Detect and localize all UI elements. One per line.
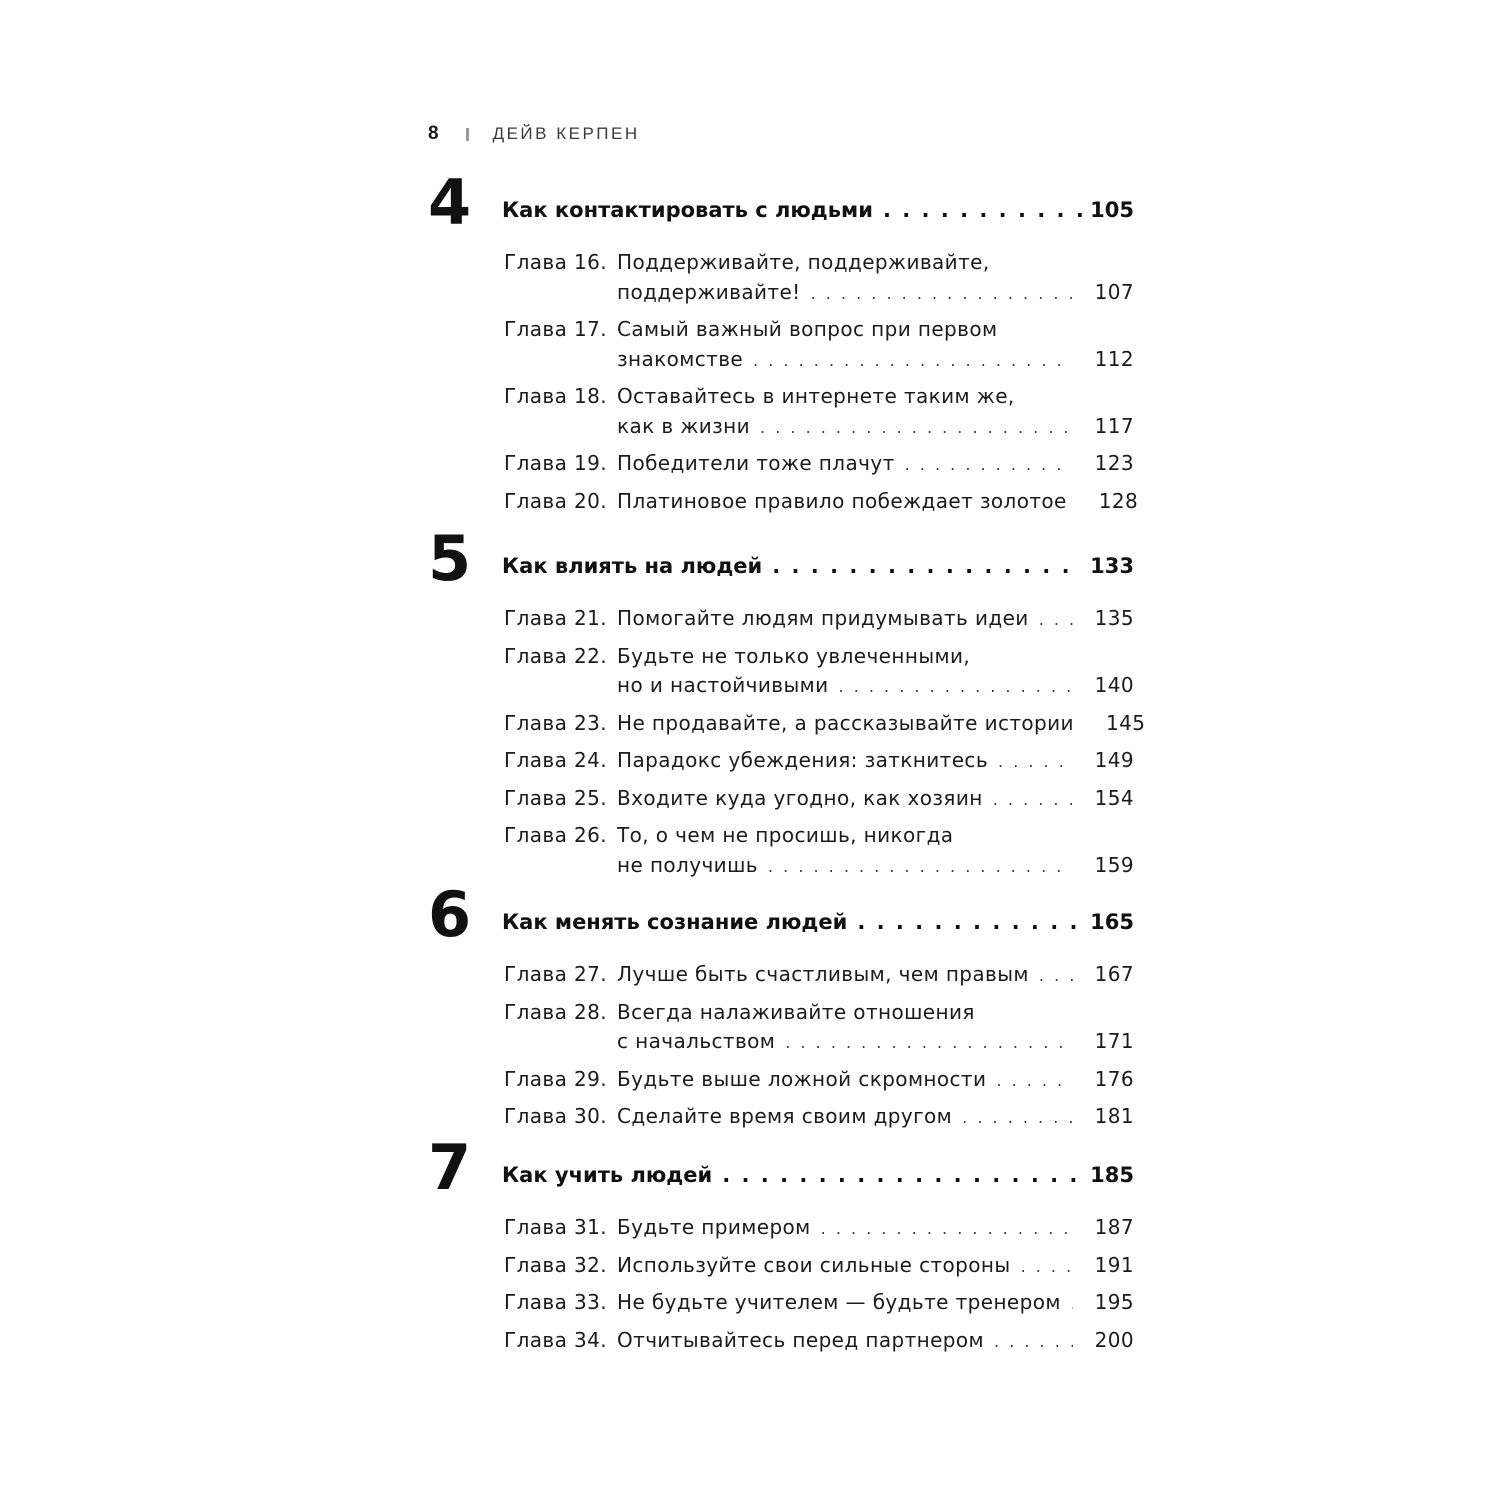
- toc-entry[interactable]: [504, 746, 1134, 777]
- chapter-title-cont: с начальством: [617, 1029, 776, 1053]
- toc-entry[interactable]: [504, 1065, 1134, 1096]
- toc-entry[interactable]: [504, 960, 1134, 991]
- chapter-title: Будьте выше ложной скромности: [617, 1066, 987, 1091]
- chapter-label: Глава 20.: [504, 488, 608, 513]
- chapter-title: Парадокс убеждения: заткнитесь: [617, 748, 989, 772]
- chapter-title: Самый важный вопрос при первом: [617, 317, 998, 341]
- dot-leader: [993, 784, 1073, 815]
- chapter-label: Глава 16.: [504, 250, 608, 274]
- chapter-label: Глава 27.: [504, 962, 608, 986]
- dot-leader: [821, 1213, 1073, 1244]
- chapter-title: То, о чем не просишь, никогда: [617, 823, 954, 847]
- chapter-label: Глава 19.: [504, 451, 608, 475]
- dot-leader: [785, 1027, 1072, 1058]
- part-page: 105: [1090, 198, 1134, 222]
- chapter-title: Входите куда угодно, как хозяин: [617, 785, 983, 810]
- chapter-title-cont: как в жизни: [617, 413, 751, 438]
- chapter-list: [504, 960, 1134, 1140]
- part-title: Как менять сознание людей: [502, 910, 848, 934]
- page-number: 8: [428, 123, 440, 144]
- part-page: 185: [1090, 1163, 1134, 1187]
- chapter-title: Лучше быть счастливым, чем правым: [617, 962, 1029, 986]
- part-title: Как контактировать с людьми: [502, 198, 873, 222]
- toc-entry[interactable]: [504, 248, 1134, 308]
- part-title: Как учить людей: [502, 1163, 713, 1187]
- chapter-label: Глава 18.: [504, 384, 608, 408]
- dot-leader: [1039, 604, 1073, 635]
- part-title-row[interactable]: [502, 910, 1134, 934]
- part-number: 4: [428, 166, 472, 239]
- dot-leader: [768, 851, 1073, 882]
- author-name: ДЕЙВ КЕРПЕН: [492, 124, 640, 143]
- chapter-page: 112: [1094, 346, 1134, 371]
- dot-leader: [962, 1102, 1072, 1133]
- chapter-page: 195: [1094, 1290, 1134, 1314]
- chapter-page: 191: [1094, 1252, 1134, 1277]
- chapter-page: 123: [1094, 451, 1134, 475]
- chapter-title: Платиновое правило побеждает золотое: [617, 488, 1067, 513]
- chapter-title: Не будьте учителем — будьте тренером: [617, 1290, 1061, 1314]
- chapter-label: Глава 21.: [504, 606, 608, 630]
- toc-entry[interactable]: [504, 998, 1134, 1058]
- chapter-page: 145: [1105, 710, 1146, 735]
- running-head: [428, 121, 640, 147]
- part-number: 7: [428, 1131, 472, 1204]
- dot-leader: [811, 278, 1073, 309]
- chapter-page: 154: [1094, 785, 1134, 810]
- chapter-title-cont: но и настойчивыми: [617, 673, 829, 697]
- header-separator: [466, 128, 469, 141]
- toc-entry[interactable]: [504, 487, 1139, 518]
- chapter-label: Глава 26.: [504, 823, 608, 847]
- dot-leader: [857, 910, 1082, 934]
- chapter-title: Будьте не только увлеченными,: [617, 643, 971, 668]
- part-number: 5: [428, 522, 472, 595]
- chapter-page: 135: [1094, 606, 1134, 630]
- chapter-label: Глава 31.: [504, 1215, 608, 1239]
- chapter-label: Глава 34.: [504, 1327, 608, 1352]
- toc-entry[interactable]: [504, 315, 1134, 375]
- chapter-label: Глава 23.: [504, 710, 608, 735]
- toc-entry[interactable]: [504, 1288, 1134, 1319]
- chapter-title-cont: знакомстве: [617, 346, 744, 371]
- chapter-title: Помогайте людям придумывать идеи: [617, 606, 1029, 630]
- toc-entry[interactable]: [504, 709, 1146, 740]
- chapter-label: Глава 33.: [504, 1290, 608, 1314]
- chapter-title: Победители тоже плачут: [617, 451, 895, 475]
- dot-leader: [1071, 1288, 1073, 1319]
- part-number: 6: [428, 878, 472, 951]
- toc-entry[interactable]: [504, 604, 1134, 635]
- chapter-label: Глава 22.: [504, 643, 608, 668]
- chapter-page: 187: [1094, 1215, 1134, 1239]
- chapter-label: Глава 30.: [504, 1104, 608, 1128]
- chapter-page: 171: [1094, 1029, 1134, 1053]
- chapter-title: Сделайте время своим другом: [617, 1104, 953, 1128]
- chapter-label: Глава 28.: [504, 999, 608, 1024]
- dot-leader: [753, 345, 1073, 376]
- chapter-title-cont: поддерживайте!: [617, 279, 801, 304]
- chapter-label: Глава 24.: [504, 748, 608, 772]
- dot-leader: [996, 1065, 1072, 1096]
- chapter-page: 167: [1094, 962, 1134, 986]
- chapter-page: 140: [1094, 673, 1134, 697]
- chapter-list: [504, 604, 1146, 888]
- chapter-title: Используйте свои сильные стороны: [617, 1252, 1011, 1277]
- chapter-page: 200: [1094, 1327, 1134, 1352]
- chapter-title: Будьте примером: [617, 1215, 811, 1239]
- chapter-title: Оставайтесь в интернете таким же,: [617, 384, 1015, 408]
- chapter-list: [504, 1213, 1134, 1363]
- toc-entry[interactable]: [504, 1213, 1134, 1244]
- toc-entry[interactable]: [504, 784, 1134, 815]
- dot-leader: [839, 671, 1073, 702]
- dot-leader: [722, 1163, 1082, 1187]
- chapter-title-cont: не получишь: [617, 852, 758, 877]
- chapter-page: 181: [1094, 1104, 1134, 1128]
- dot-leader: [905, 449, 1073, 480]
- part-page: 133: [1090, 554, 1134, 578]
- dot-leader: [772, 554, 1082, 578]
- part-title-row[interactable]: [502, 198, 1134, 222]
- dot-leader: [760, 412, 1073, 443]
- toc-entry[interactable]: [504, 821, 1134, 881]
- chapter-title: Поддерживайте, поддерживайте,: [617, 250, 990, 274]
- chapter-page: 128: [1098, 488, 1139, 513]
- chapter-title: Отчитывайтесь перед партнером: [617, 1327, 985, 1352]
- chapter-title: Всегда налаживайте отношения: [617, 999, 975, 1024]
- toc-entry[interactable]: [504, 449, 1134, 480]
- toc-entry[interactable]: [504, 1251, 1134, 1282]
- toc-entry[interactable]: [504, 642, 1134, 702]
- dot-leader: [883, 198, 1082, 222]
- toc-entry[interactable]: [504, 1102, 1134, 1133]
- toc-entry[interactable]: [504, 382, 1134, 442]
- part-title: Как влиять на людей: [502, 554, 763, 578]
- chapter-page: 117: [1094, 413, 1134, 438]
- chapter-page: 107: [1094, 279, 1134, 304]
- chapter-label: Глава 25.: [504, 785, 608, 810]
- chapter-label: Глава 32.: [504, 1252, 608, 1277]
- chapter-label: Глава 17.: [504, 317, 608, 341]
- part-title-row[interactable]: [502, 1163, 1134, 1187]
- chapter-list: [504, 248, 1139, 524]
- chapter-page: 159: [1094, 852, 1134, 877]
- part-title-row[interactable]: [502, 554, 1134, 578]
- toc-entry[interactable]: [504, 1326, 1134, 1357]
- dot-leader: [998, 746, 1073, 777]
- chapter-label: Глава 29.: [504, 1066, 608, 1091]
- chapter-page: 149: [1094, 748, 1134, 772]
- dot-leader: [1039, 960, 1073, 991]
- chapter-title: Не продавайте, а рассказывайте истории: [617, 710, 1074, 735]
- chapter-page: 176: [1094, 1066, 1134, 1091]
- part-page: 165: [1090, 910, 1134, 934]
- dot-leader: [994, 1326, 1073, 1357]
- dot-leader: [1021, 1251, 1073, 1282]
